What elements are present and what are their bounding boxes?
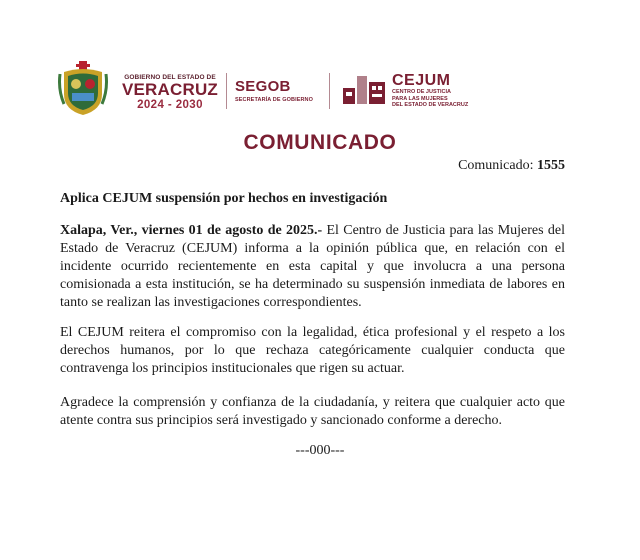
segob-subtitle: SECRETARÍA DE GOBIERNO bbox=[235, 97, 313, 103]
cejum-logo bbox=[392, 72, 512, 109]
number-value: 1555 bbox=[537, 158, 565, 173]
cejum-title: CEJUM bbox=[392, 72, 451, 89]
dateline: Xalapa, Ver., viernes 01 de agosto de 2025.- bbox=[60, 223, 323, 238]
communique-number bbox=[458, 158, 565, 174]
paragraph-3: Agradece la comprensión y confianza de la ciudadanía, y reitera que cualquier acto que atente contra sus principios será investigado y sancionado conforme a derecho. bbox=[60, 395, 565, 428]
divider bbox=[329, 73, 330, 109]
gov-line1: GOBIERNO DEL ESTADO DE bbox=[124, 74, 216, 81]
paragraph-2: El CEJUM reitera el compromiso con la legalidad, ética profesional y el respeto a los derechos humanos, por lo que rechaza categóricamente cualquier conducta que contravenga los principios institucionales que rigen su actuar. bbox=[60, 325, 565, 376]
paragraph-1-body: El Centro de Justicia para las Mujeres del Estado de Veracruz (CEJUM) informa a la opinión pública que, en relación con el incidente ocurrido recientemente en esta capital y que involucra a una persona comisionada a esta institución, se ha determinado su suspensión inmediata de labores en tanto se realizan las investigaciones correspondientes. bbox=[60, 223, 566, 310]
segob-logo bbox=[235, 79, 320, 103]
cejum-building-icon bbox=[341, 74, 389, 106]
cejum-subtitle-1: CENTRO DE JUSTICIA bbox=[392, 89, 451, 95]
cejum-subtitle-3: DEL ESTADO DE VERACRUZ bbox=[392, 102, 469, 108]
gov-line2: VERACRUZ bbox=[121, 80, 219, 99]
header-logos bbox=[58, 60, 469, 120]
closing-mark: ---000--- bbox=[295, 443, 345, 458]
divider bbox=[226, 73, 227, 109]
paragraph-1 bbox=[60, 222, 565, 312]
headline: Aplica CEJUM suspensión por hechos en investigación bbox=[60, 191, 388, 206]
document-title: COMUNICADO bbox=[243, 131, 397, 154]
cejum-subtitle-2: PARA LAS MUJERES bbox=[392, 95, 448, 102]
segob-title: SEGOB bbox=[235, 78, 291, 95]
number-label: Comunicado: bbox=[458, 158, 537, 173]
veracruz-crest-icon bbox=[58, 60, 108, 116]
gobierno-veracruz-logo bbox=[120, 74, 220, 112]
gov-line3: 2024 - 2030 bbox=[137, 99, 203, 111]
